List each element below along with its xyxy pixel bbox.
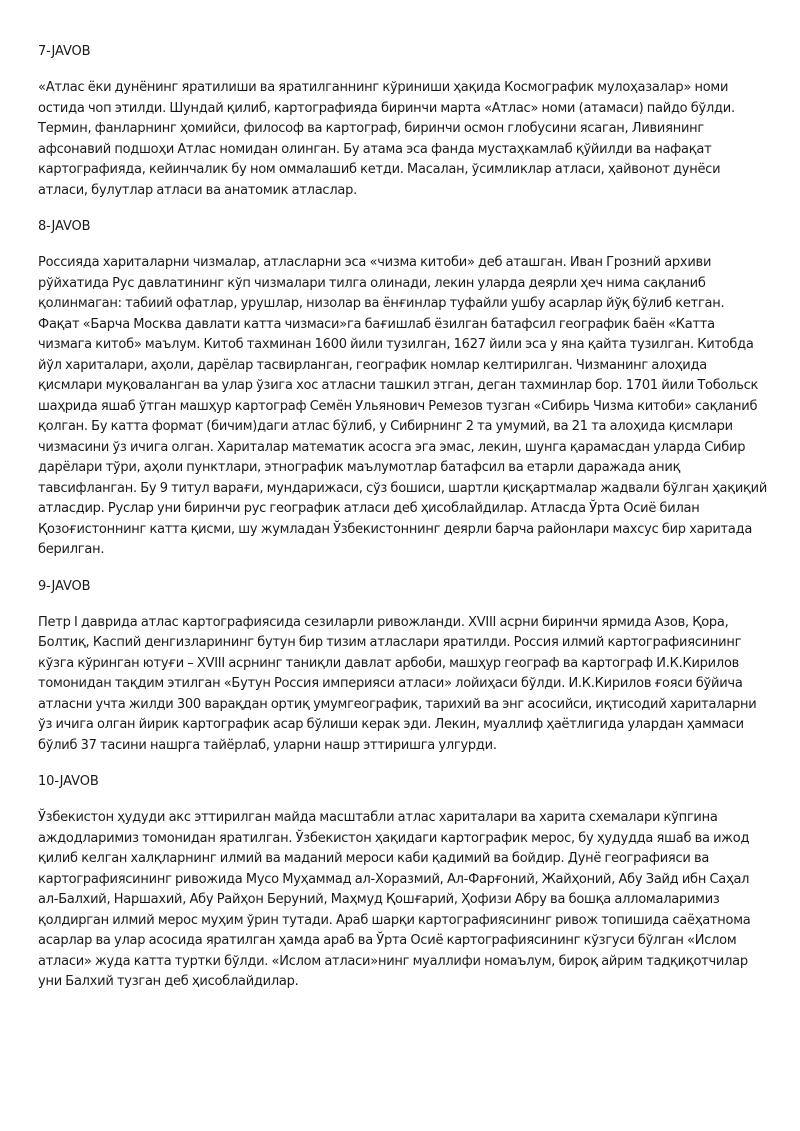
section-paragraph: Россияда хариталарни чизмалар, атласларни эса «чизма китоби» деб аташган. Иван Грозний архиви рўйхатида Рус давлатининг кўп чизмалари тилга олинади, лекин уларда деярли ҳеч нима сақланиб қолинмаган: табиий офатлар, урушлар, низолар ва ёнғинлар туфайли ушбу асарлар йўқ бўлиб кетган. Фақат «Барча Москва давлати катта чизмаси»га бағишлаб ёзилган батафсил географик баён «Катта чизмага китоб» маълум. Китоб тахминан 1600 йили тузилган, 1627 йили эса у яна қайта тузилган. Китобда йўл хариталари, аҳоли, дарёлар тасвирланган, географик номлар келтирилган. Чизманинг алоҳида қисмлари муқоваланган ва улар ўзига хос атласни ташкил этган, деган тахминлар бор. 1701 йили Тобольск шаҳрида яшаб ўтган машҳур картограф Семён Ульянович Ремезов тузган «Сибирь Чизма китоби» сақланиб қолган. Бу катта формат (бичим)даги атлас бўлиб, у Сибирнинг 2 та умумий, ва 21 та алоҳида қисмлари чизмасини ўз ичига олган. Хариталар математик асосга эга эмас, лекин, шунга қарамасдан уларда Сибир дарёлари тўри, аҳоли пунктлари, этнографик маълумотлар батафсил ва етарли даражада аниқ тавсифланган. Бу 9 титул варағи, мундарижаси, сўз бошиси, шартли қисқартмалар жадвали бўлган ҳақиқий атласдир. Руслар уни биринчи рус географик атласи деб ҳисоблайдилар. Атласда Ўрта Осиё билан Қозоғистоннинг катта қисми, шу жумладан Ўзбекистоннинг деярли барча районлари махсус бир харитада берилган. [38,255,768,557]
section-7 [38,42,768,201]
section-9 [38,577,768,757]
section-heading: 10-JAVOB [38,774,99,789]
section-heading: 7-JAVOB [38,44,91,59]
section-heading: 8-JAVOB [38,219,91,234]
section-paragraph: Петр I даврида атлас картографиясида сезиларли ривожланди. XVIII асрни биринчи ярмида Азов, Қора, Болтиқ, Каспий денгизларининг бутун бир тизим атласлари яратилди. Россия илмий картографиясининг кўзга кўринган ютуғи – XVIII асрнинг таниқли давлат арбоби, машҳур географ ва картограф И.К.Кирилов томонидан тақдим этилган «Бутун Россия империяси атласи» лойиҳаси бўлди. И.К.Кирилов ғояси бўйича атласни учта жилди 300 варақдан ортиқ умумгеографик, тарихий ва энг асосийси, иқтисодий хариталарни ўз ичига олган йирик картографик асар бўлиши керак эди. Лекин, муаллиф ҳаётлигида улардан ҳаммаси бўлиб 37 тасини нашрга тайёрлаб, уларни нашр эттиришга улгурди. [38,614,757,753]
section-10 [38,772,768,993]
section-8 [38,217,768,561]
section-paragraph: «Атлас ёки дунёнинг яратилиши ва яратилганнинг кўриниши ҳақида Космографик мулоҳазалар» номи остида чоп этилди. Шундай қилиб, картографияда биринчи марта «Атлас» номи (атамаси) пайдо бўлди. Термин, фанларнинг ҳомийси, философ ва картограф, биринчи осмон глобусини ясаган, Ливиянинг афсонавий подшоҳи Атлас номидан олинган. Бу атама эса фанда мустаҳкамлаб қўйилди ва нафақат картографияда, кейинчалик бу ном оммалашиб кетди. Масалан, ўсимликлар атласи, ҳайвонот дунёси атласи, булутлар атласи ва анатомик атласлар. [38,80,735,198]
section-heading: 9-JAVOB [38,578,91,594]
section-paragraph: Ўзбекистон ҳудуди акс эттирилган майда масштабли атлас хариталари ва харита схемалари кўпгина аждодларимиз томонидан яратилган. Ўзбекистон ҳақидаги картографик мерос, бу ҳудудда яшаб ва ижод қилиб келган халқларнинг илмий ва маданий мероси каби қадимий ва бойдир. Дунё географияси ва картографиясининг ривожида Мусо Муҳаммад ал-Хоразмий, Ал-Фарғоний, Жайҳоний, Абу Зайд ибн Саҳал ал-Балхий, Наршахий, Абу Райҳон Беруний, Маҳмуд Қошғарий, Ҳофизи Абру ва бошқа алломаларимиз қолдирган илмий мерос муҳим ўрин тутади. Араб шарқи картографиясининг ривож топишида саёҳатнома асарлар ва улар асосида яратилган ҳамда араб ва Ўрта Осиё картографиясининг кўзгуси бўлган «Ислом атласи» жуда катта туртки бўлди. «Ислом атласи»нинг муаллифи номаълум, бироқ айрим тадқиқотчилар уни Балхий тузган деб ҳисоблайдилар. [38,810,751,989]
document-page [38,42,768,1009]
